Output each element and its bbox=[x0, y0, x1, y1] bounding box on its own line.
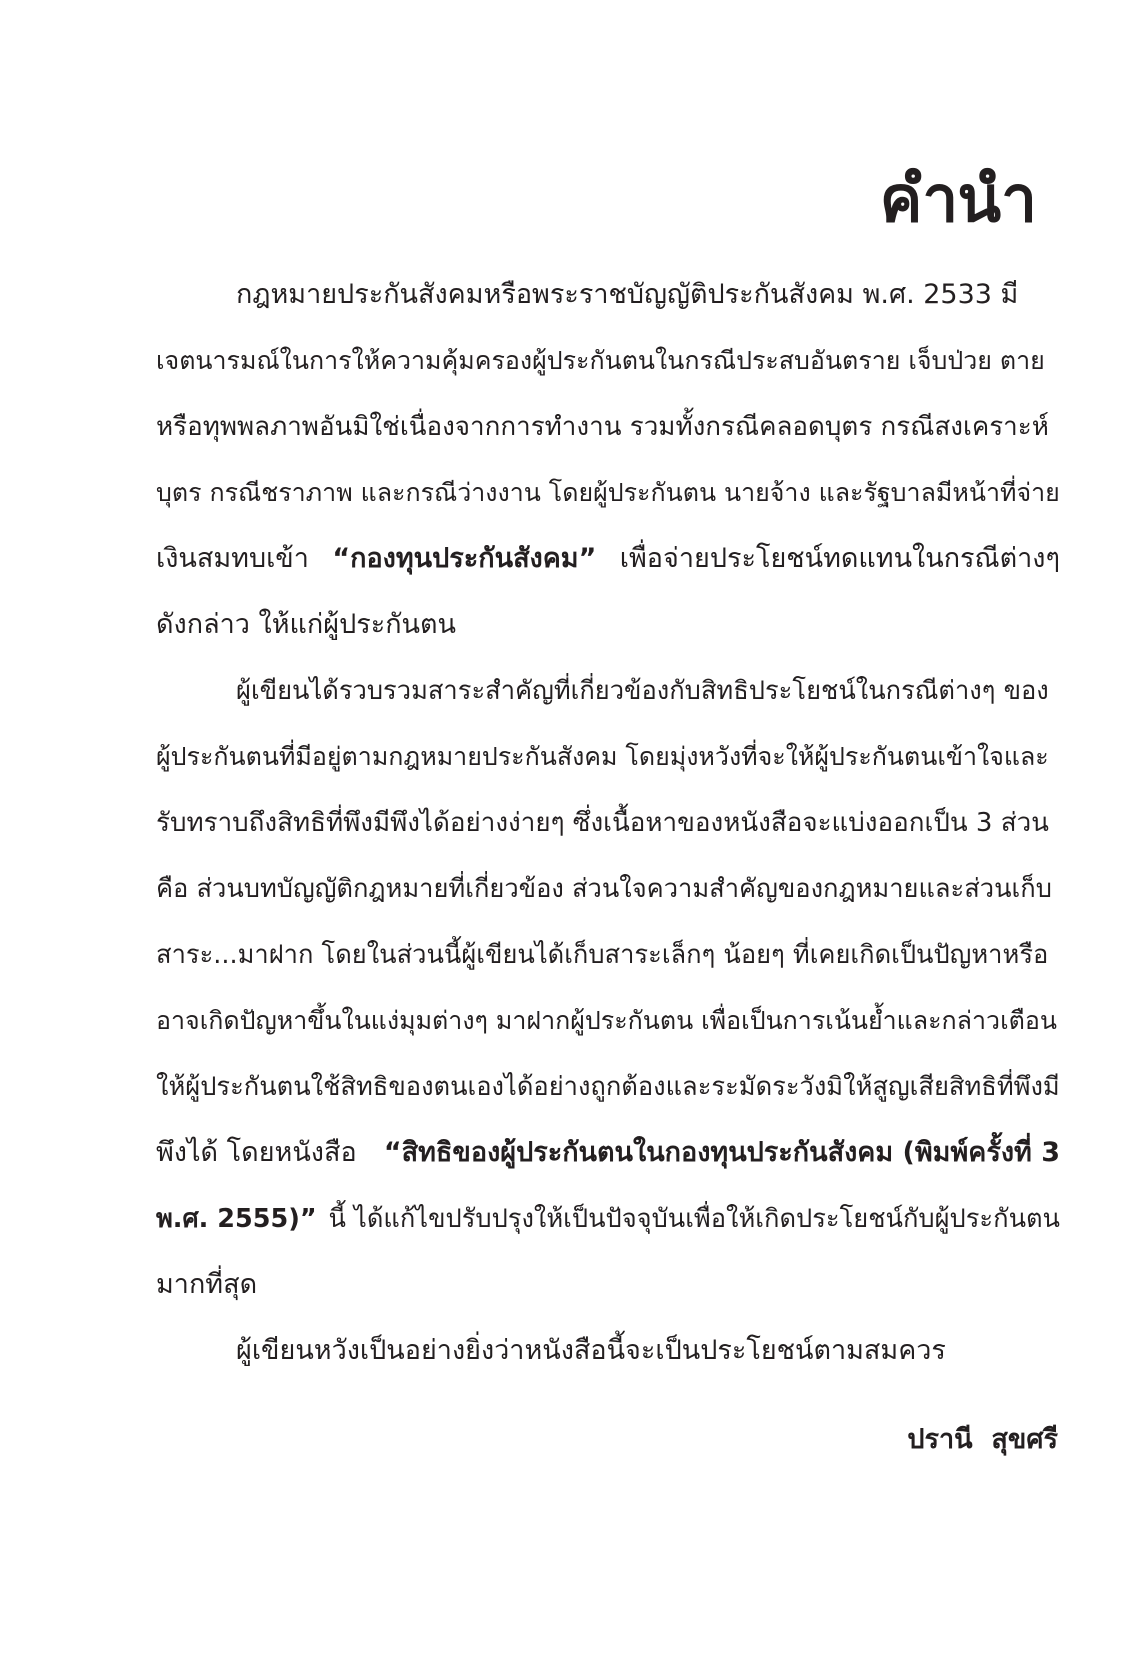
fund-name-emphasis: “กองทุนประกันสังคม” bbox=[332, 543, 597, 574]
page-title: คำนำ bbox=[879, 163, 1036, 237]
text-segment: ผู้เขียนได้รวบรวมสาระสำคัญที่เกี่ยวข้องกับสิทธิประโยชน์ในกรณีต่างๆ ของ bbox=[236, 676, 1049, 706]
text-segment: ผู้เขียนหวังเป็นอย่างยิ่งว่าหนังสือนี้จะเป็นประโยชน์ตามสมควร bbox=[236, 1335, 946, 1366]
text-line bbox=[156, 460, 1060, 526]
text-line bbox=[156, 724, 1060, 790]
body-text bbox=[156, 262, 1060, 1384]
text-line bbox=[156, 1252, 1060, 1318]
text-line bbox=[156, 922, 1060, 988]
text-line bbox=[156, 526, 1060, 592]
text-segment: อาจเกิดปัญหาขึ้นในแง่มุมต่างๆ มาฝากผู้ประกันตน เพื่อเป็นการเน้นย้ำและกล่าวเตือน bbox=[156, 1006, 1057, 1035]
text-segment: เจตนารมณ์ในการให้ความคุ้มครองผู้ประกันตนในกรณีประสบอันตราย เจ็บป่วย ตาย bbox=[156, 346, 1045, 375]
text-line bbox=[156, 1318, 1060, 1384]
text-segment: เพื่อจ่ายประโยชน์ทดแทนในกรณีต่างๆ bbox=[619, 543, 1060, 574]
book-title-emphasis: “สิทธิของผู้ประกันตนในกองทุนประกันสังคม (พิมพ์ครั้งที่ 3 bbox=[383, 1137, 1060, 1168]
text-line bbox=[156, 856, 1060, 922]
text-line bbox=[156, 1186, 1060, 1252]
paragraph-1 bbox=[156, 262, 1060, 658]
text-segment: หรือทุพพลภาพอันมิใช่เนื่องจากการทำงาน รวมทั้งกรณีคลอดบุตร กรณีสงเคราะห์ bbox=[156, 412, 1049, 442]
paragraph-3 bbox=[156, 1318, 1060, 1384]
text-line bbox=[156, 658, 1060, 724]
text-line bbox=[156, 1054, 1060, 1120]
text-line bbox=[156, 790, 1060, 856]
text-segment: สาระ...มาฝาก โดยในส่วนนี้ผู้เขียนได้เก็บสาระเล็กๆ น้อยๆ ที่เคยเกิดเป็นปัญหาหรือ bbox=[156, 940, 1049, 970]
text-segment: เงินสมทบเข้า bbox=[156, 543, 309, 574]
text-segment: รับทราบถึงสิทธิที่พึงมีพึงได้อย่างง่ายๆ ซึ่งเนื้อหาของหนังสือจะแบ่งออกเป็น 3 ส่วน bbox=[156, 808, 1049, 838]
text-segment: กฎหมายประกันสังคมหรือพระราชบัญญัติประกันสังคม พ.ศ. 2533 มี bbox=[236, 279, 1019, 310]
author-signature: ปรานี สุขศรี bbox=[907, 1424, 1058, 1455]
text-line bbox=[156, 1120, 1060, 1186]
paragraph-2 bbox=[156, 658, 1060, 1318]
text-segment: ผู้ประกันตนที่มีอยู่ตามกฎหมายประกันสังคม โดยมุ่งหวังที่จะให้ผู้ประกันตนเข้าใจและ bbox=[156, 742, 1049, 771]
book-title-emphasis: พ.ศ. 2555)” bbox=[156, 1204, 317, 1234]
text-line bbox=[156, 988, 1060, 1054]
text-segment: ให้ผู้ประกันตนใช้สิทธิของตนเองได้อย่างถูกต้องและระมัดระวังมิให้สูญเสียสิทธิที่พึงมี bbox=[156, 1072, 1060, 1102]
text-line bbox=[156, 592, 1060, 658]
text-segment: คือ ส่วนบทบัญญัติกฎหมายที่เกี่ยวข้อง ส่วนใจความสำคัญของกฎหมายและส่วนเก็บ bbox=[156, 874, 1052, 904]
text-segment: พึงได้ โดยหนังสือ bbox=[156, 1137, 357, 1168]
text-line bbox=[156, 328, 1060, 394]
text-segment: มากที่สุด bbox=[156, 1269, 258, 1300]
text-segment: บุตร กรณีชราภาพ และกรณีว่างงาน โดยผู้ประกันตน นายจ้าง และรัฐบาลมีหน้าที่จ่าย bbox=[156, 478, 1060, 507]
text-line bbox=[156, 262, 1060, 328]
text-segment: นี้ ได้แก้ไขปรับปรุงให้เป็นปัจจุบันเพื่อให้เกิดประโยชน์กับผู้ประกันตน bbox=[328, 1204, 1060, 1234]
text-line bbox=[156, 394, 1060, 460]
text-segment: ดังกล่าว ให้แก่ผู้ประกันตน bbox=[156, 609, 457, 640]
